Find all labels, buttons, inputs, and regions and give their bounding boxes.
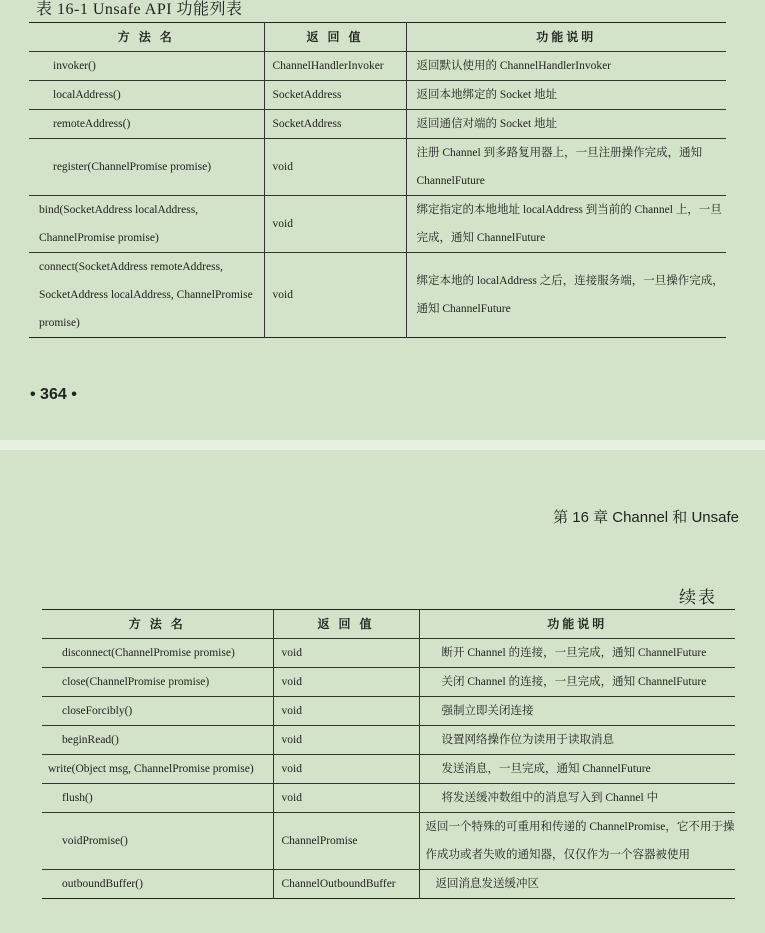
table-header-row [29,23,726,52]
desc-cell: 绑定本地的 localAddress 之后，连接服务端，一旦操作完成，通知 ChannelFuture [406,253,726,338]
table-row [42,870,735,899]
return-cell: ChannelOutboundBuffer [273,870,419,899]
table-row [29,52,726,81]
header-return: 返 回 值 [264,23,406,52]
table-row [29,253,726,338]
method-cell: localAddress() [53,89,121,101]
return-cell: ChannelPromise [273,813,419,870]
return-cell: ChannelHandlerInvoker [264,52,406,81]
header-return: 返 回 值 [273,610,419,639]
return-cell: void [264,253,406,338]
unsafe-api-table-continued [42,609,735,899]
return-cell: void [273,697,419,726]
book-page-364 [0,0,765,440]
desc-cell: 注册 Channel 到多路复用器上，一旦注册操作完成，通知 ChannelFuture [406,139,726,196]
method-cell: write(Object msg, ChannelPromise promise) [48,763,254,775]
table-row [29,110,726,139]
table-caption: 表 16-1 Unsafe API 功能列表 [36,1,243,18]
table-row [29,196,726,253]
table-header-row [42,610,735,639]
desc-cell: 返回消息发送缓冲区 [419,870,735,899]
method-cell: register(ChannelPromise promise) [53,161,212,173]
table-row [42,813,735,870]
desc-cell: 发送消息，一旦完成，通知 ChannelFuture [419,755,735,784]
method-cell: closeForcibly() [62,705,133,717]
desc-cell: 关闭 Channel 的连接，一旦完成，通知 ChannelFuture [419,668,735,697]
table-row [29,81,726,110]
running-head: 第 16 章 Channel 和 Unsafe [553,509,739,526]
method-cell: disconnect(ChannelPromise promise) [62,647,235,659]
method-cell: voidPromise() [62,835,128,847]
method-cell: bind(SocketAddress localAddress, ChannelPromise promise) [39,204,199,244]
header-method: 方 法 名 [117,30,175,44]
return-cell: void [273,784,419,813]
method-cell: close(ChannelPromise promise) [62,676,210,688]
table-row [42,755,735,784]
table-row [42,784,735,813]
table-row [42,726,735,755]
desc-cell: 绑定指定的本地地址 localAddress 到当前的 Channel 上，一旦完成，通知 ChannelFuture [406,196,726,253]
desc-cell: 将发送缓冲数组中的消息写入到 Channel 中 [419,784,735,813]
desc-cell: 返回通信对端的 Socket 地址 [406,110,726,139]
return-cell: void [273,726,419,755]
desc-cell: 返回一个特殊的可重用和传递的 ChannelPromise，它不用于操作成功或者失败的通知器，仅仅作为一个容器被使用 [419,813,735,870]
return-cell: void [264,196,406,253]
page-number: • 364 • [30,386,77,403]
return-cell: void [264,139,406,196]
method-cell: invoker() [53,60,96,72]
return-cell: SocketAddress [264,110,406,139]
header-desc: 功能说明 [406,23,726,52]
desc-cell: 断开 Channel 的连接，一旦完成，通知 ChannelFuture [419,639,735,668]
desc-cell: 设置网络操作位为读用于读取消息 [419,726,735,755]
continued-label: 续表 [679,588,717,607]
method-cell: remoteAddress() [53,118,131,130]
page-gap [0,440,765,450]
return-cell: SocketAddress [264,81,406,110]
method-cell: outboundBuffer() [62,878,143,890]
desc-cell: 强制立即关闭连接 [419,697,735,726]
table-row [42,639,735,668]
return-cell: void [273,755,419,784]
desc-cell: 返回本地绑定的 Socket 地址 [406,81,726,110]
return-cell: void [273,668,419,697]
return-cell: void [273,639,419,668]
method-cell: beginRead() [62,734,119,746]
table-row [42,668,735,697]
method-cell: connect(SocketAddress remoteAddress, SocketAddress localAddress, ChannelPromise promise) [39,261,253,329]
header-method: 方 法 名 [128,617,186,631]
header-desc: 功能说明 [419,610,735,639]
table-row [29,139,726,196]
method-cell: flush() [62,792,93,804]
desc-cell: 返回默认使用的 ChannelHandlerInvoker [406,52,726,81]
unsafe-api-table [29,22,726,338]
table-row [42,697,735,726]
